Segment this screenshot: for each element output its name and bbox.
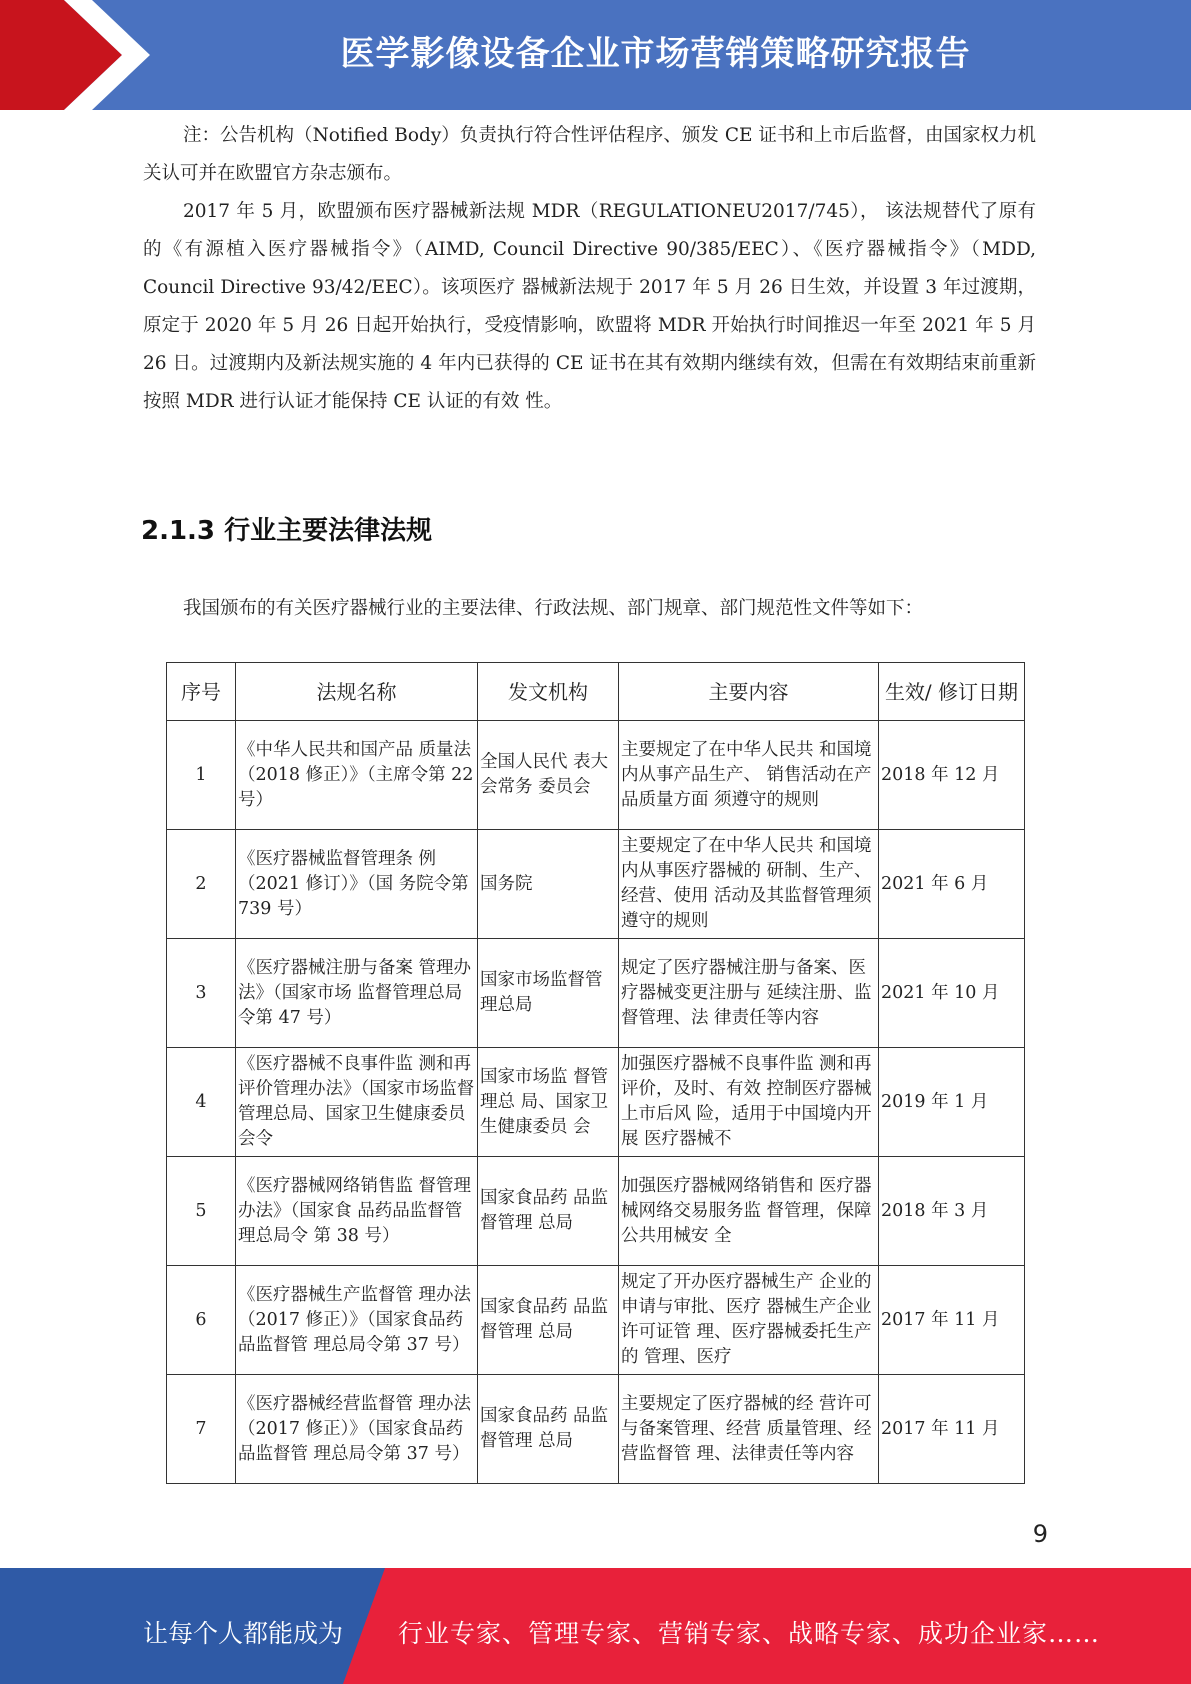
cell-issuer — [478, 721, 619, 830]
cell-issuer — [478, 1375, 619, 1484]
table-row — [167, 939, 1025, 1048]
cell-no: 1 — [167, 721, 236, 830]
cell-issuer — [478, 1157, 619, 1266]
page-number: 9 — [1032, 1520, 1048, 1548]
header-issuer: 发文机构 — [478, 663, 619, 721]
cell-content — [619, 830, 879, 939]
cell-issuer-text: 国家食品药 品监督管理 总局 — [480, 1406, 609, 1451]
section-intro: 我国颁布的有关医疗器械行业的主要法律、行政法规、部门规章、部门规范性文件等如下： — [183, 598, 924, 619]
cell-name-text: 《医疗器械注册与备案 管理办法》（国家市场 监督管理总局令第 47 号） — [238, 957, 472, 1028]
table-row — [167, 1048, 1025, 1157]
cell-no: 6 — [167, 1266, 236, 1375]
cell-name — [236, 939, 478, 1048]
cell-content-text: 规定了开办医疗器械生产 企业的申请与审批、医疗 器械生产企业许可证管 理、医疗器械委托生产的 管理、医疗 — [621, 1272, 872, 1367]
cell-no: 7 — [167, 1375, 236, 1484]
cell-issuer-text: 国家食品药 品监督管理 总局 — [480, 1188, 609, 1233]
cell-name-text: 《医疗器械经营监督管 理办法（2017 修正）》（国家食品药品监督管 理总局令第 37 号） — [238, 1393, 472, 1464]
footer-slogan-right: 行业专家、管理专家、营销专家、战略专家、成功企业家…… — [398, 1619, 1101, 1648]
cell-name-text: 《医疗器械不良事件监 测和再评价管理办法》（国家市场监督管理总局、国家卫生健康委员 会令 — [238, 1054, 475, 1149]
header-content: 主要内容 — [619, 663, 879, 721]
cell-content — [619, 1157, 879, 1266]
cell-issuer-text: 国家市场监督管理总局 — [480, 970, 603, 1015]
footer-slogan-left: 让每个人都能成为 — [143, 1619, 344, 1648]
cell-content — [619, 1048, 879, 1157]
header-date: 生效/ 修订日期 — [879, 663, 1025, 721]
cell-date: 2019 年 1 月 — [879, 1048, 1025, 1157]
cell-content-text: 加强医疗器械网络销售和 医疗器械网络交易服务监 督管理，保障公共用械安 全 — [621, 1175, 872, 1246]
cell-name — [236, 1375, 478, 1484]
cell-content-text: 主要规定了医疗器械的经 营许可与备案管理、经营 质量管理、经营监督管 理、法律责任等内容 — [621, 1393, 872, 1464]
cell-name — [236, 1048, 478, 1157]
cell-name-text: 《中华人民共和国产品 质量法（2018 修正）》（主席令第 22 号） — [238, 739, 474, 810]
table-row — [167, 1157, 1025, 1266]
mdr-paragraph: 2017 年 5 月，欧盟颁布医疗器械新法规 MDR（REGULATIONEU2017/745）， 该法规替代了原有的《有源植入医疗器械指令》（AIMD, Council Directive 90/385/EEC）、《医疗器械指令》（MDD, Council Directive 93/42/EEC）。该项医疗 器械新法规于 2017 年 5 月 26 日生效，并设置 3 年过渡期，原定于 2020 年 5 月 26 日起开始执行，受疫情影响，欧盟将 MDR 开始执行时间推迟一年至 2021 年 5 月 26 日。过渡期内及新法规实施的 4 年内已获得的 CE 证书在其有效期内继续有效，但需在有效期结束前重新按照 MDR 进行认证才能保持 CE 认证的有效 性。 — [143, 201, 1036, 412]
cell-content — [619, 1375, 879, 1484]
cell-name — [236, 830, 478, 939]
cell-name — [236, 721, 478, 830]
table-header-row — [167, 663, 1025, 721]
cell-content-text: 主要规定了在中华人民共 和国境内从事医疗器械的 研制、生产、经营、使用 活动及其监督管理须遵守的规则 — [621, 836, 872, 931]
cell-date: 2018 年 3 月 — [879, 1157, 1025, 1266]
section-heading: 2.1.3 行业主要法律法规 — [141, 516, 433, 546]
table-row — [167, 721, 1025, 830]
cell-date: 2018 年 12 月 — [879, 721, 1025, 830]
cell-content — [619, 721, 879, 830]
header-chevron-graphic — [0, 0, 160, 110]
cell-issuer — [478, 1048, 619, 1157]
header-no: 序号 — [167, 663, 236, 721]
cell-no: 2 — [167, 830, 236, 939]
cell-content-text: 规定了医疗器械注册与备案、医疗器械变更注册与 延续注册、监督管理、法 律责任等内容 — [621, 957, 872, 1028]
cell-issuer — [478, 1266, 619, 1375]
report-title: 医学影像设备企业市场营销策略研究报告 — [340, 34, 971, 74]
cell-name-text: 《医疗器械监督管理条 例（2021 修订）》（国 务院令第 739 号） — [238, 848, 469, 919]
cell-date: 2021 年 6 月 — [879, 830, 1025, 939]
cell-issuer-text: 国务院 — [480, 873, 533, 894]
cell-no: 4 — [167, 1048, 236, 1157]
cell-content — [619, 1266, 879, 1375]
cell-date: 2021 年 10 月 — [879, 939, 1025, 1048]
cell-name-text: 《医疗器械网络销售监 督管理办法》（国家食 品药品监督管理总局令 第 38 号） — [238, 1175, 472, 1246]
cell-no: 5 — [167, 1157, 236, 1266]
cell-content-text: 主要规定了在中华人民共 和国境内从事产品生产、 销售活动在产品质量方面 须遵守的规则 — [621, 739, 872, 810]
cell-issuer — [478, 830, 619, 939]
header-name: 法规名称 — [236, 663, 478, 721]
table-row — [167, 1266, 1025, 1375]
cell-name — [236, 1157, 478, 1266]
table-row — [167, 830, 1025, 939]
cell-content — [619, 939, 879, 1048]
cell-date: 2017 年 11 月 — [879, 1375, 1025, 1484]
cell-issuer — [478, 939, 619, 1048]
note-paragraph: 注：公告机构（Notified Body）负责执行符合性评估程序、颁发 CE 证书和上市后监督，由国家权力机关认可并在欧盟官方杂志颁布。 — [143, 125, 1036, 184]
cell-name — [236, 1266, 478, 1375]
cell-issuer-text: 全国人民代 表大会常务 委员会 — [480, 752, 609, 797]
cell-no: 3 — [167, 939, 236, 1048]
cell-date: 2017 年 11 月 — [879, 1266, 1025, 1375]
cell-content-text: 加强医疗器械不良事件监 测和再评价，及时、有效 控制医疗器械上市后风 险，适用于中国境内开展 医疗器械不 — [621, 1054, 872, 1149]
table-row — [167, 1375, 1025, 1484]
cell-name-text: 《医疗器械生产监督管 理办法（2017 修正）》（国家食品药品监督管 理总局令第 37 号） — [238, 1284, 472, 1355]
cell-issuer-text: 国家食品药 品监督管理 总局 — [480, 1297, 609, 1342]
cell-issuer-text: 国家市场监 督管理总 局、国家卫 生健康委员 会 — [480, 1066, 609, 1137]
page-header — [0, 0, 1191, 110]
regulations-table — [166, 662, 1025, 1484]
